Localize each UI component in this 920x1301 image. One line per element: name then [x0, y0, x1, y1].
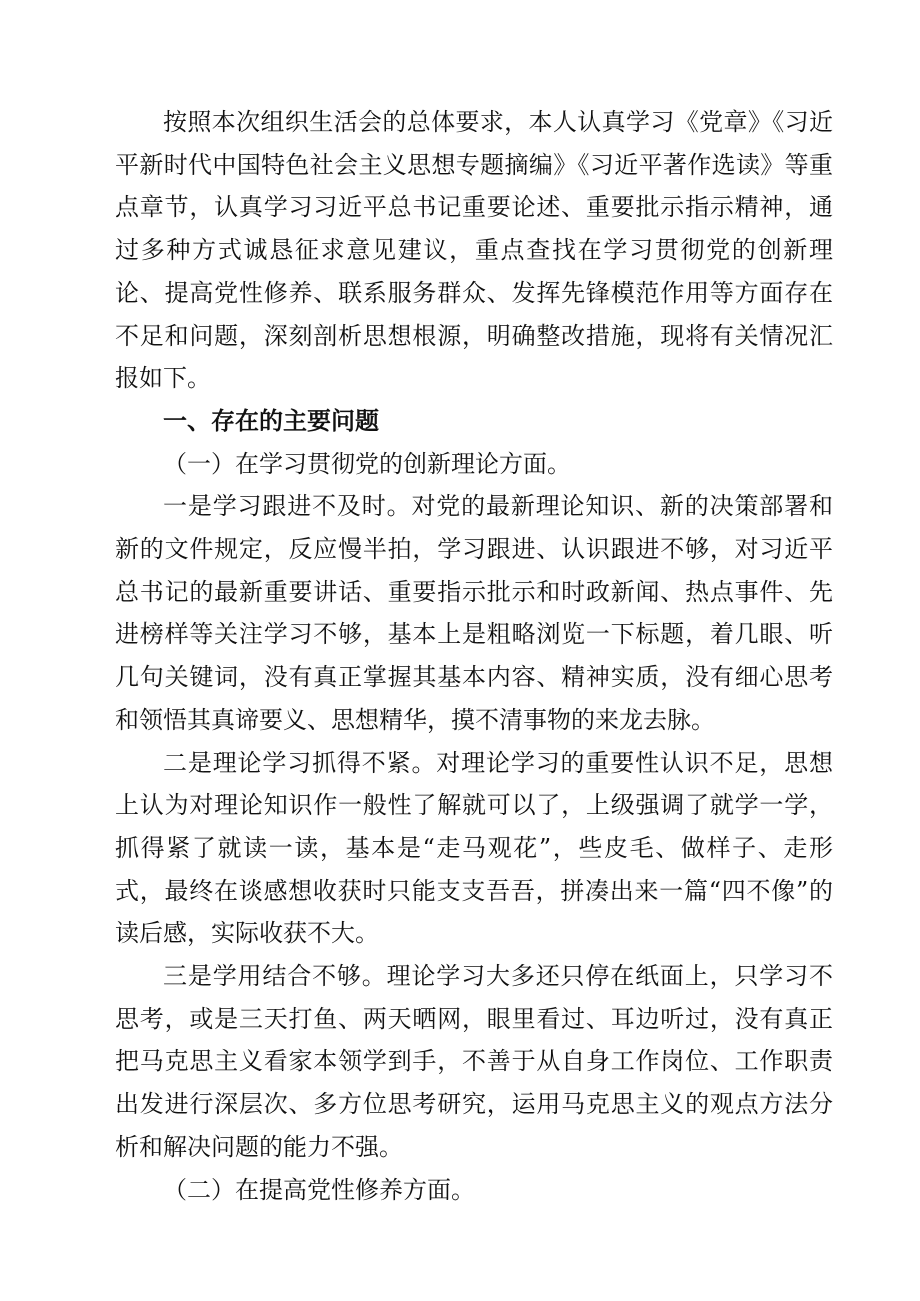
paragraph-point-1: 一是学习跟进不及时。对党的最新理论知识、新的决策部署和新的文件规定，反应慢半拍，学习跟进、认识跟进不够，对习近平总书记的最新重要讲话、重要指示批示和时政新闻、热点事件、先进榜样等关注学习不够，基本上是粗略浏览一下标题，着几眼、听几句关键词，没有真正掌握其基本内容、精神实质，没有细心思考和领悟其真谛要义、思想精华，摸不清事物的来龙去脉。 [115, 492, 833, 734]
section-heading-problems: 一、存在的主要问题 [163, 406, 379, 435]
intro-paragraph: 按照本次组织生活会的总体要求，本人认真学习《党章》《习近平新时代中国特色社会主义思想专题摘编》《习近平著作选读》等重点章节，认真学习习近平总书记重要论述、重要批示指示精神，通过多种方式诚恳征求意见建议，重点查找在学习贯彻党的创新理论、提高党性修养、联系服务群众、发挥先锋模范作用等方面存在不足和问题，深刻剖析思想根源，明确整改措施，现将有关情况汇报如下。 [115, 108, 833, 393]
document-body [115, 101, 833, 1211]
paragraph-point-2: 二是理论学习抓得不紧。对理论学习的重要性认识不足，思想上认为对理论知识作一般性了解就可以了，上级强调了就学一学，抓得紧了就读一读，基本是“走马观花”，些皮毛、做样子、走形式，最终在谈感想收获时只能支支吾吾，拼凑出来一篇“四不像”的读后感，实际收获不大。 [115, 748, 833, 948]
subsection-heading-party-spirit: （二）在提高党性修养方面。 [163, 1175, 475, 1204]
paragraph-point-3: 三是学用结合不够。理论学习大多还只停在纸面上，只学习不思考，或是三天打鱼、两天晒网，眼里看过、耳边听过，没有真正把马克思主义看家本领学到手，不善于从自身工作岗位、工作职责出发进行深层次、多方位思考研究，运用马克思主义的观点方法分析和解决问题的能力不强。 [115, 962, 833, 1161]
subsection-heading-theory: （一）在学习贯彻党的创新理论方面。 [163, 449, 571, 478]
